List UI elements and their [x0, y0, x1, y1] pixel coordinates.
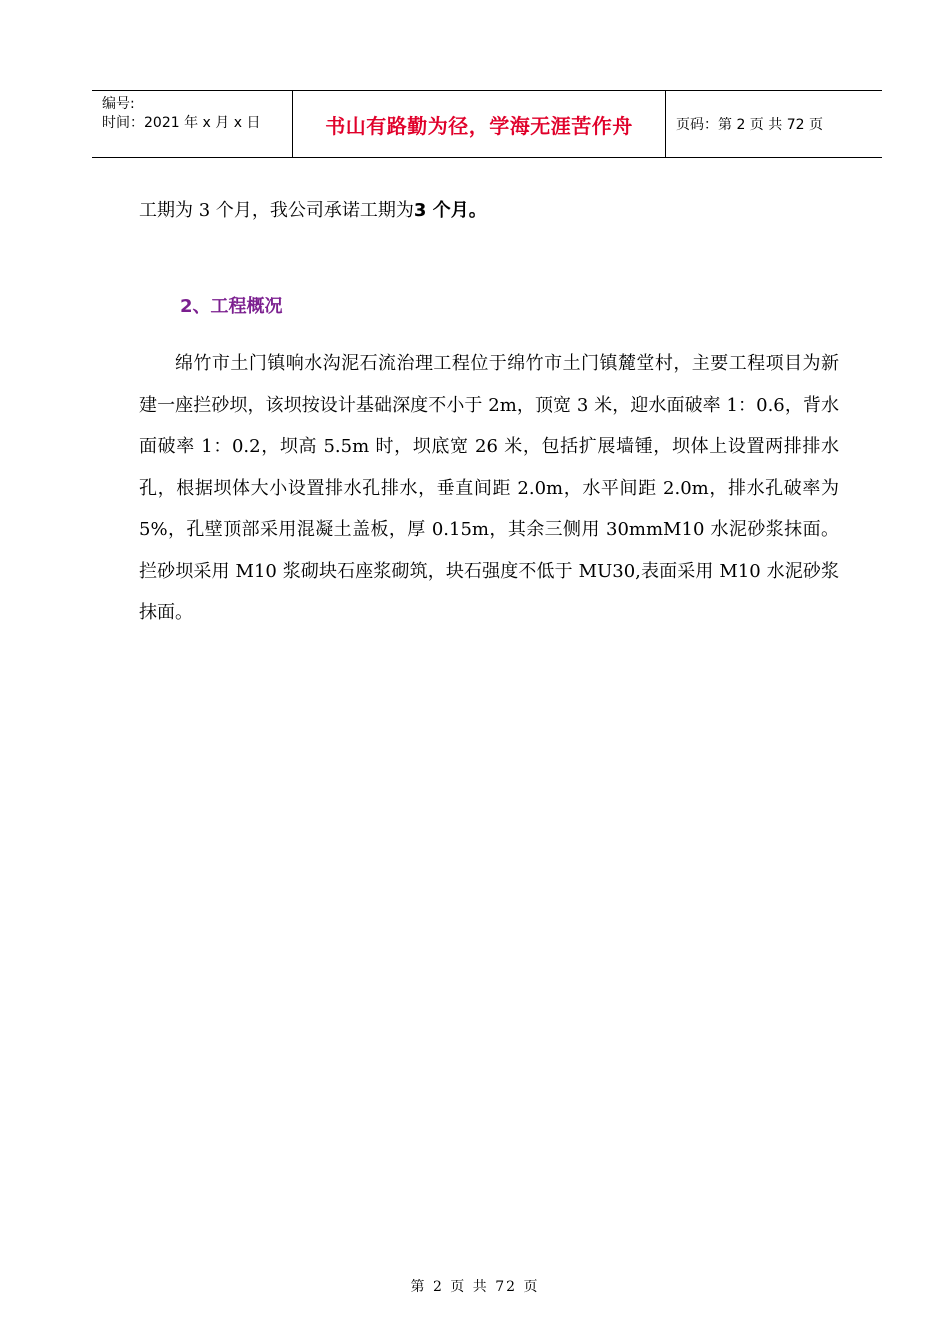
page-footer: 第 2 页 共 72 页 [410, 1279, 540, 1295]
paragraph-duration-text: 工期为 3 个月，我公司承诺工期为 [139, 200, 414, 221]
paragraph-duration-bold: 3 个月。 [413, 200, 487, 221]
section-heading: 2、工程概况 [180, 296, 283, 317]
paragraph-overview: 绵竹市土门镇响水沟泥石流治理工程位于绵竹市土门镇麓堂村，主要工程项目为新建一座拦砂坝，该坝按设计基础深度不小于 2m，顶宽 3 米，迎水面破率 1：0.6，背水面破率 1：0.2，坝高 5.5m 时，坝底宽 26 米，包括扩展墙锺，坝体上设置两排排水孔，根据坝体大小设置排水孔排水，垂直间距 2.0m，水平间距 2.0m，排水孔破率为 5%，孔壁顶部采用混凝土盖板，厚 0.15m，其余三侧用 30mmM10 水泥砂浆抹面。拦砂坝采用 M10 浆砌块石座浆砌筑，块石强度不低于 MU30,表面采用 M10 水泥砂浆抹面。 [139, 353, 839, 623]
paragraph-duration [139, 193, 839, 229]
header-meta [92, 91, 293, 157]
header-motto: 书山有路勤为径，学海无涯苦作舟 [293, 91, 666, 157]
time-label: 时间：2021 年 x 月 x 日 [102, 115, 261, 131]
serial-label: 编号: [102, 96, 135, 112]
header-page-number: 页码：第 2 页 共 72 页 [676, 117, 823, 133]
page-header [92, 90, 882, 158]
